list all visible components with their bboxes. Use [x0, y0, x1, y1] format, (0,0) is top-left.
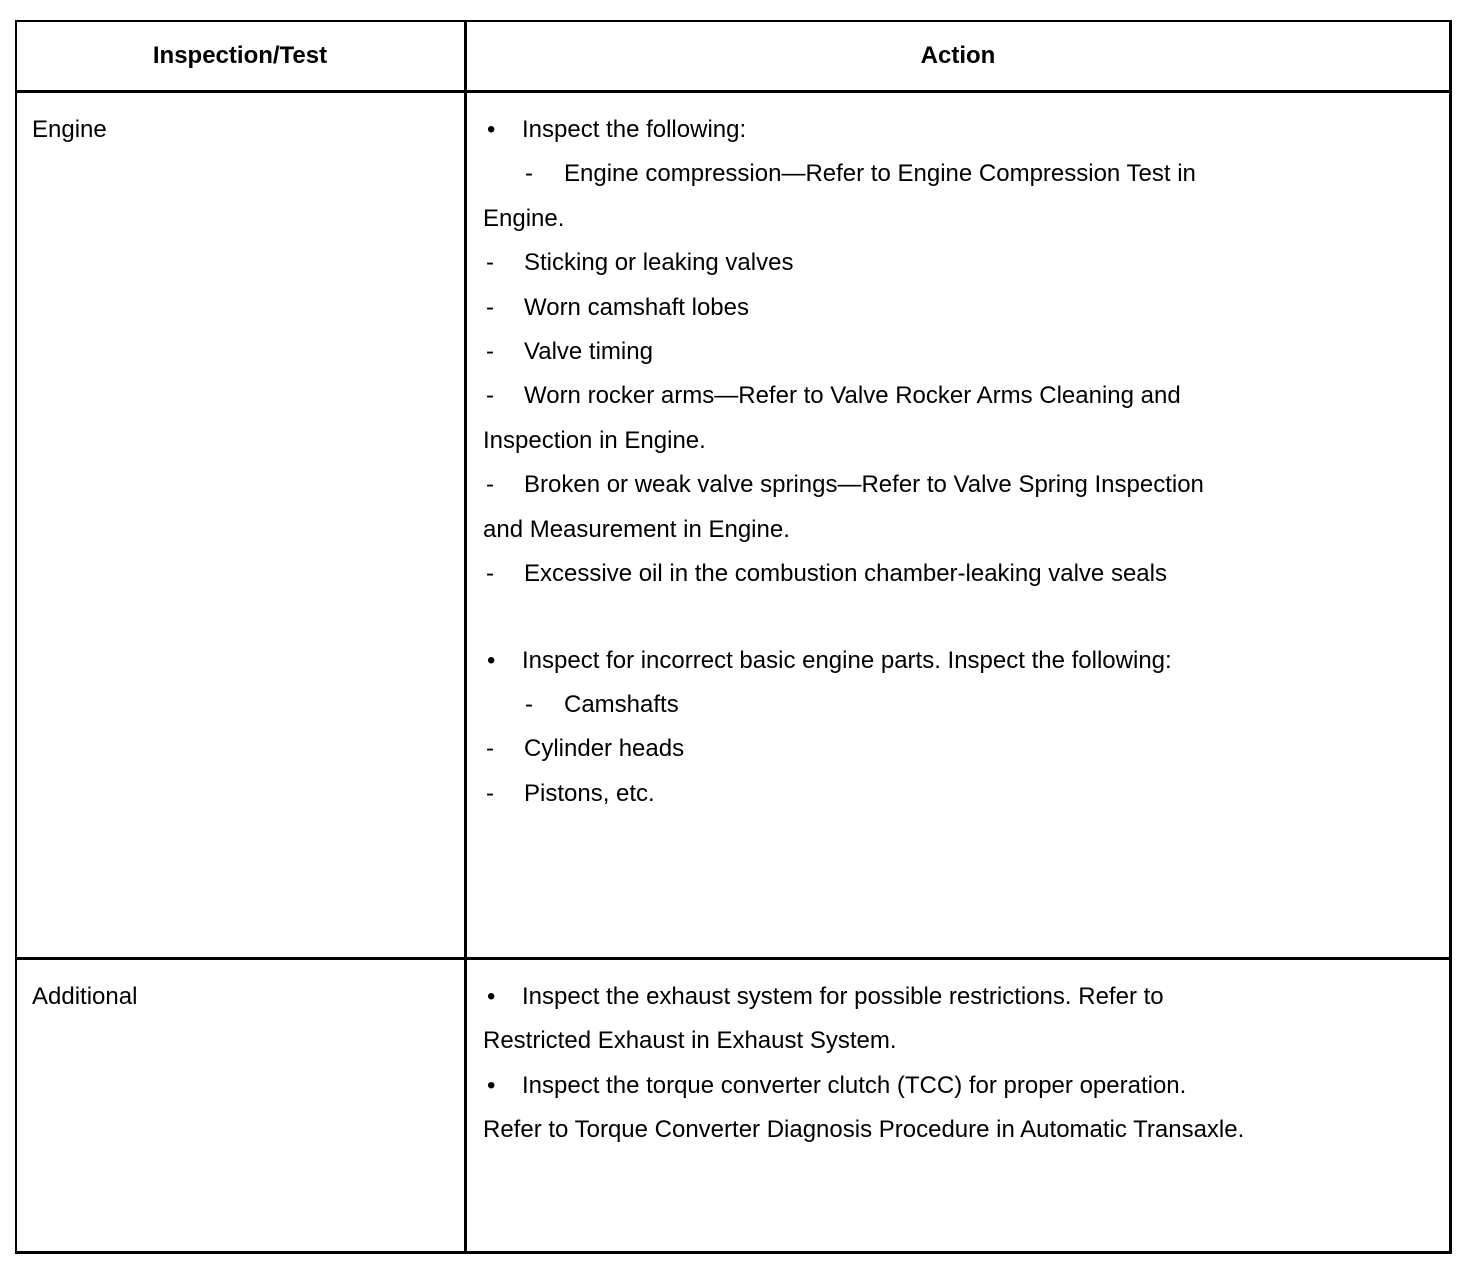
action-line: Engine compression—Refer to Engine Compression Test in: [564, 160, 1196, 188]
action-line: Restricted Exhaust in Exhaust System.: [483, 1027, 897, 1055]
bullet-marker: •: [487, 646, 496, 674]
dash-marker: -: [486, 735, 494, 763]
dash-marker: -: [486, 382, 494, 410]
action-line: Cylinder heads: [524, 735, 685, 763]
bullet-marker: •: [487, 116, 496, 143]
row-divider: [15, 957, 1452, 960]
action-line: Valve timing: [524, 338, 653, 365]
bullet-marker: •: [487, 1071, 496, 1099]
action-line: Worn camshaft lobes: [524, 293, 749, 321]
dash-marker: -: [486, 471, 494, 499]
action-line: Inspect the exhaust system for possible restrictions. Refer to: [522, 983, 1164, 1010]
header-divider: [15, 90, 1452, 93]
action-line: Pistons, etc.: [524, 779, 655, 807]
action-line: Worn rocker arms—Refer to Valve Rocker Arms Cleaning and: [524, 382, 1181, 410]
action-line: Inspection in Engine.: [483, 426, 706, 454]
action-line: Sticking or leaking valves: [524, 249, 794, 277]
row-label-engine: Engine: [32, 116, 107, 143]
dash-marker: -: [525, 690, 533, 718]
action-line: Broken or weak valve springs—Refer to Valve Spring Inspection: [524, 471, 1204, 499]
table-border-right: [1449, 20, 1452, 1254]
dash-marker: -: [486, 293, 494, 321]
table-border-top: [15, 20, 1452, 22]
row-label-additional: Additional: [32, 983, 138, 1010]
dash-marker: -: [486, 338, 494, 365]
action-line: Inspect the following:: [522, 116, 747, 143]
action-line: and Measurement in Engine.: [483, 515, 790, 543]
table-border-bottom: [15, 1251, 1452, 1254]
dash-marker: -: [486, 249, 494, 277]
dash-marker: -: [486, 779, 494, 807]
action-line: Engine.: [483, 204, 565, 232]
bullet-marker: •: [487, 983, 496, 1010]
action-line: Excessive oil in the combustion chamber-leaking valve seals: [524, 560, 1167, 587]
dash-marker: -: [486, 560, 494, 587]
table-border-left: [15, 20, 17, 1254]
dash-marker: -: [525, 160, 533, 188]
action-line: Inspect for incorrect basic engine parts. Inspect the following:: [522, 646, 1172, 674]
action-line: Refer to Torque Converter Diagnosis Procedure in Automatic Transaxle.: [483, 1116, 1245, 1144]
action-line: Camshafts: [564, 690, 679, 718]
action-line: Inspect the torque converter clutch (TCC) for proper operation.: [522, 1071, 1187, 1099]
header-inspection-test: Inspection/Test: [152, 42, 328, 69]
header-action: Action: [920, 42, 996, 69]
column-divider: [464, 20, 467, 1254]
